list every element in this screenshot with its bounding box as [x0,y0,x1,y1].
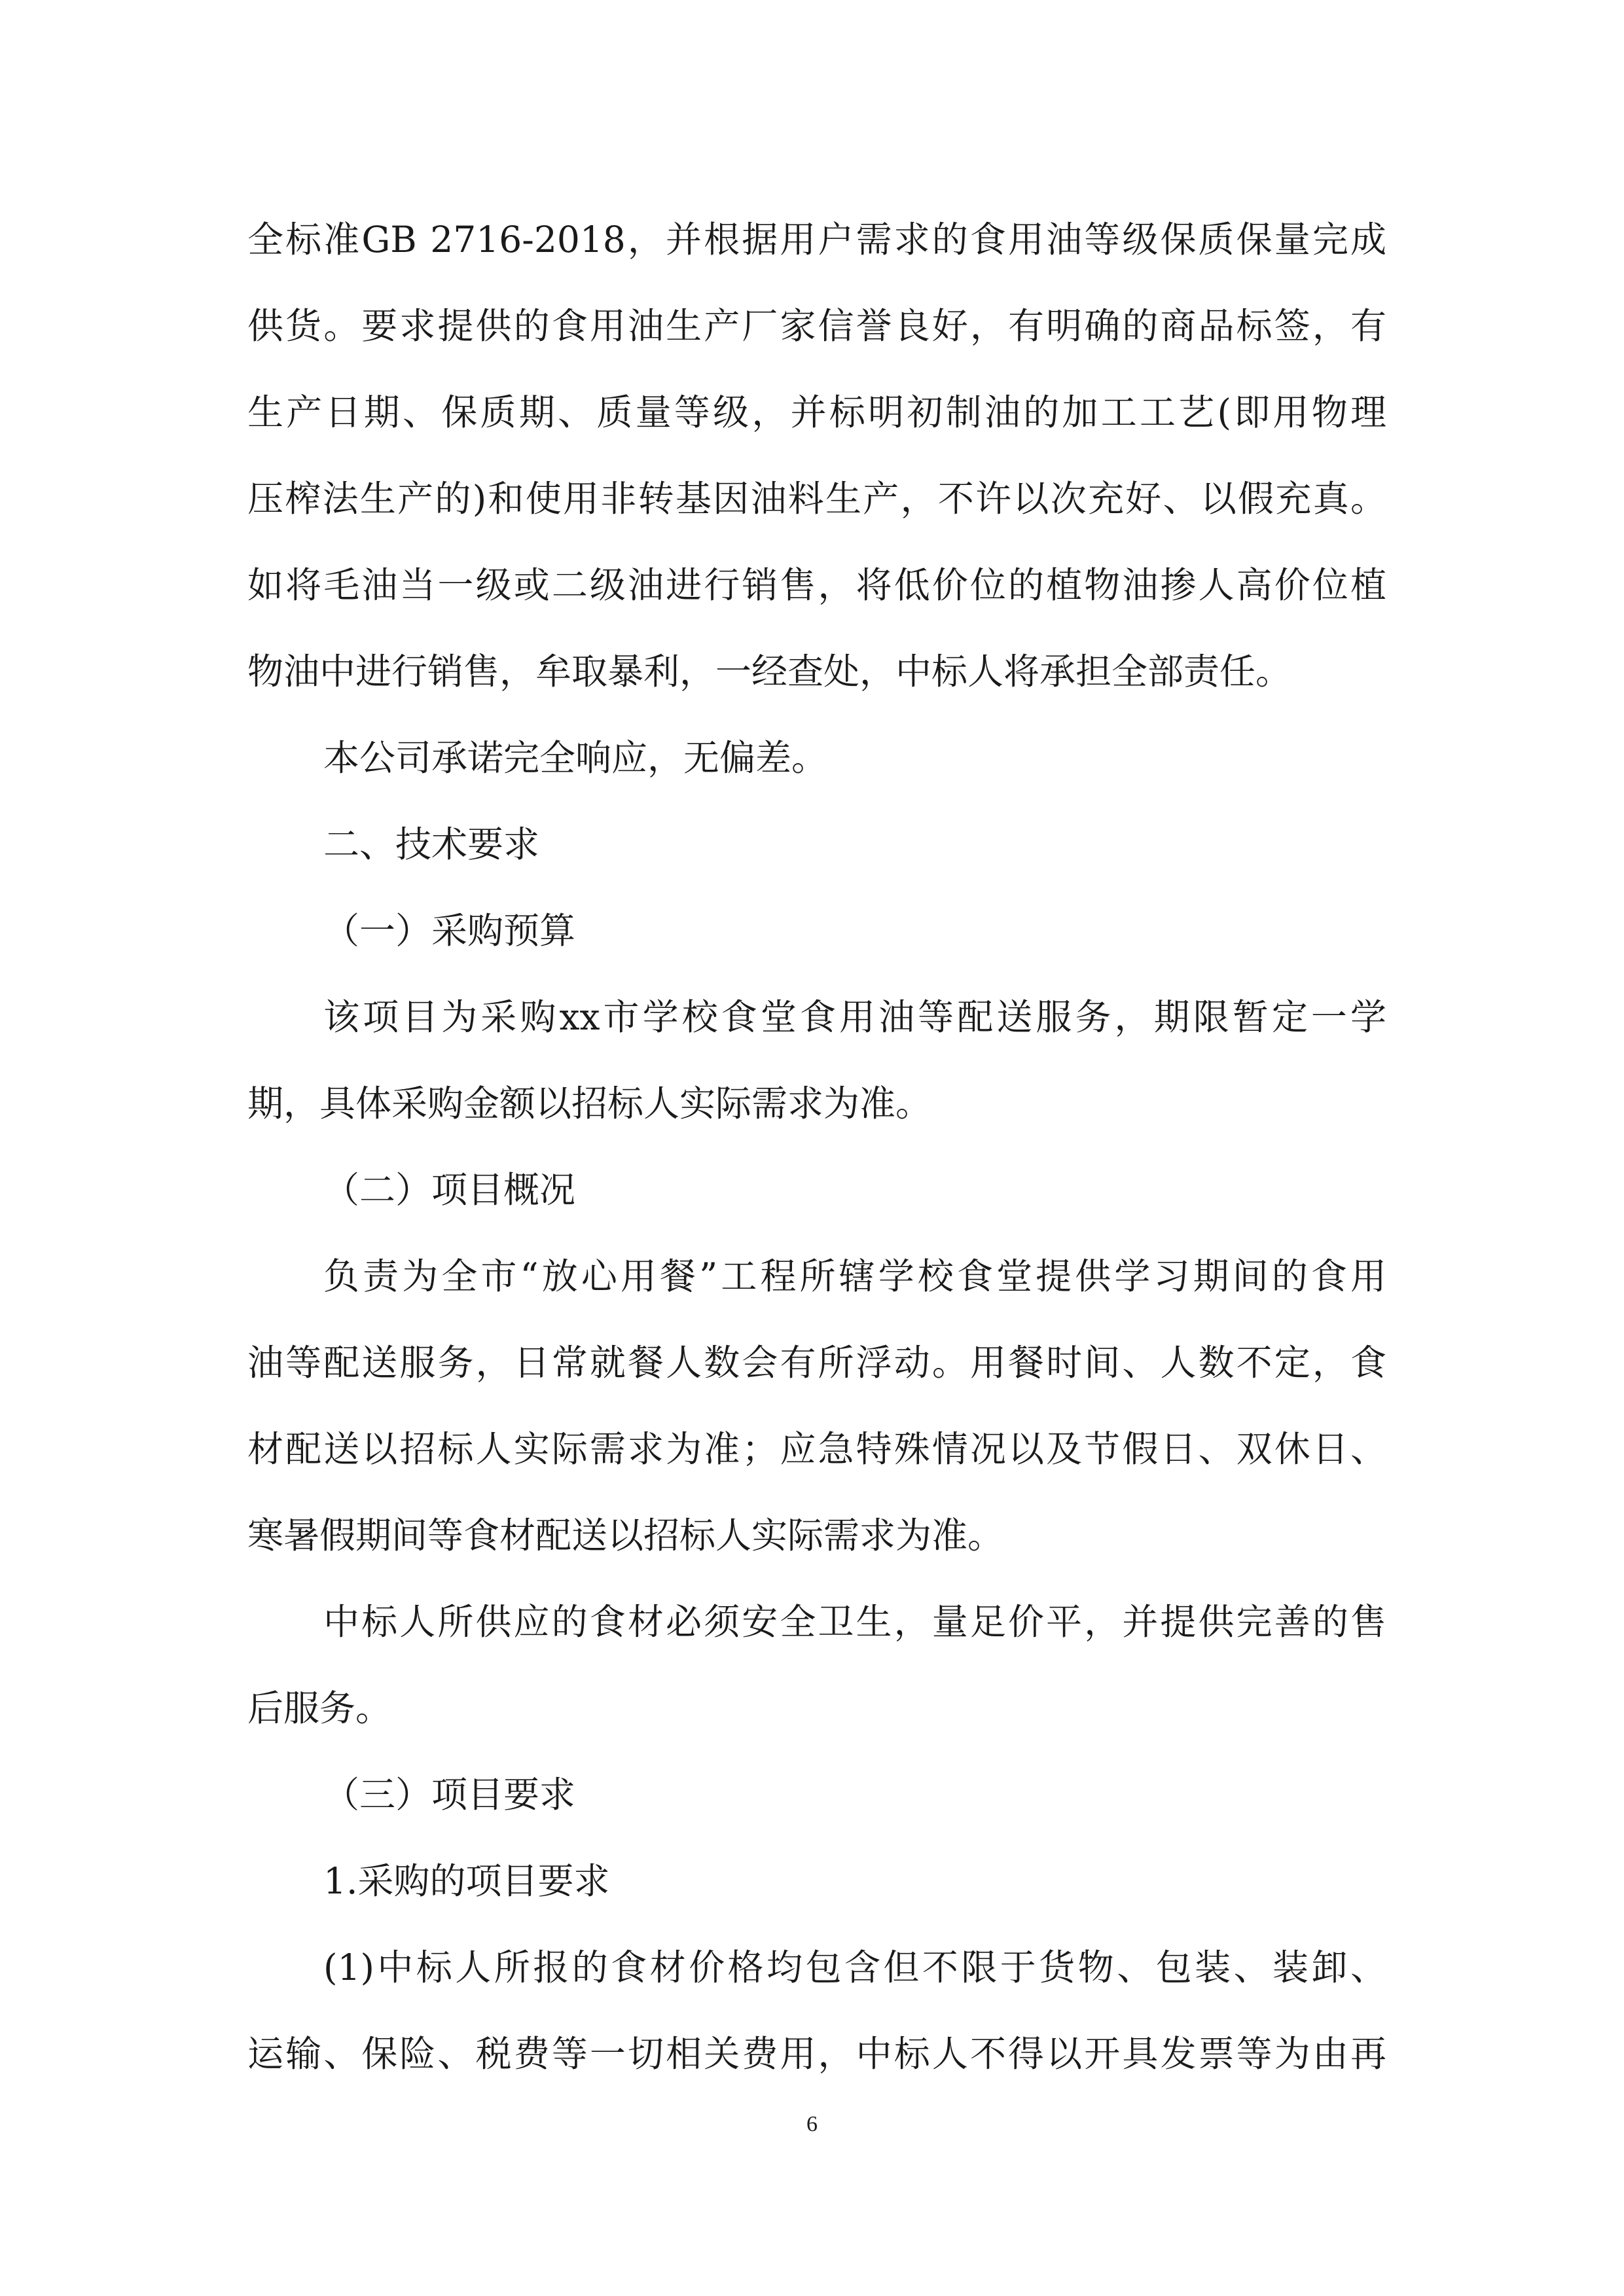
subsection-heading: （二）项目概况 [323,1169,576,1211]
document-body [247,196,1386,2097]
paragraph-line: 期，具体采购金额以招标人实际需求为准。 [247,1083,932,1124]
paragraph-line: 压榨法生产的)和使用非转基因油料生产，不许以次充好、以假充真。 [247,478,1386,520]
paragraph-line: 该项目为采购xx市学校食堂食用油等配送服务，期限暂定一学 [323,996,1386,1038]
paragraph-line: 油等配送服务，日常就餐人数会有所浮动。用餐时间、人数不定，食 [247,1342,1386,1384]
paragraph-line: 运输、保险、税费等一切相关费用，中标人不得以开具发票等为由再 [247,2033,1386,2075]
section-heading: 二、技术要求 [323,823,540,865]
paragraph-line: 后服务。 [247,1687,392,1729]
paragraph-line: 生产日期、保质期、质量等级，并标明初制油的加工工艺(即用物理 [247,391,1386,433]
paragraph-line: 物油中进行销售，牟取暴利，一经查处，中标人将承担全部责任。 [247,651,1292,692]
subsection-heading: （三）项目要求 [323,1774,576,1816]
paragraph-line: 材配送以招标人实际需求为准；应急特殊情况以及节假日、双休日、 [247,1428,1386,1470]
paragraph-line: 全标准GB 2716-2018，并根据用户需求的食用油等级保质保量完成 [247,219,1386,260]
paragraph-line: 本公司承诺完全响应，无偏差。 [323,737,828,779]
paragraph-line: 中标人所供应的食材必须安全卫生，量足价平，并提供完善的售 [323,1601,1386,1643]
paragraph-line: 负责为全市“放心用餐”工程所辖学校食堂提供学习期间的食用 [323,1255,1386,1297]
paragraph-line: 如将毛油当一级或二级油进行销售，将低价位的植物油掺人高价位植 [247,564,1386,606]
item-heading: 1.采购的项目要求 [323,1860,610,1902]
paragraph-line: (1)中标人所报的食材价格均包含但不限于货物、包装、装卸、 [323,1946,1386,1988]
paragraph-line: 供货。要求提供的食用油生产厂家信誉良好，有明确的商品标签，有 [247,305,1386,347]
page-number: 6 [806,2112,818,2136]
paragraph-line: 寒暑假期间等食材配送以招标人实际需求为准。 [247,1515,1004,1556]
subsection-heading: （一）采购预算 [323,910,576,952]
